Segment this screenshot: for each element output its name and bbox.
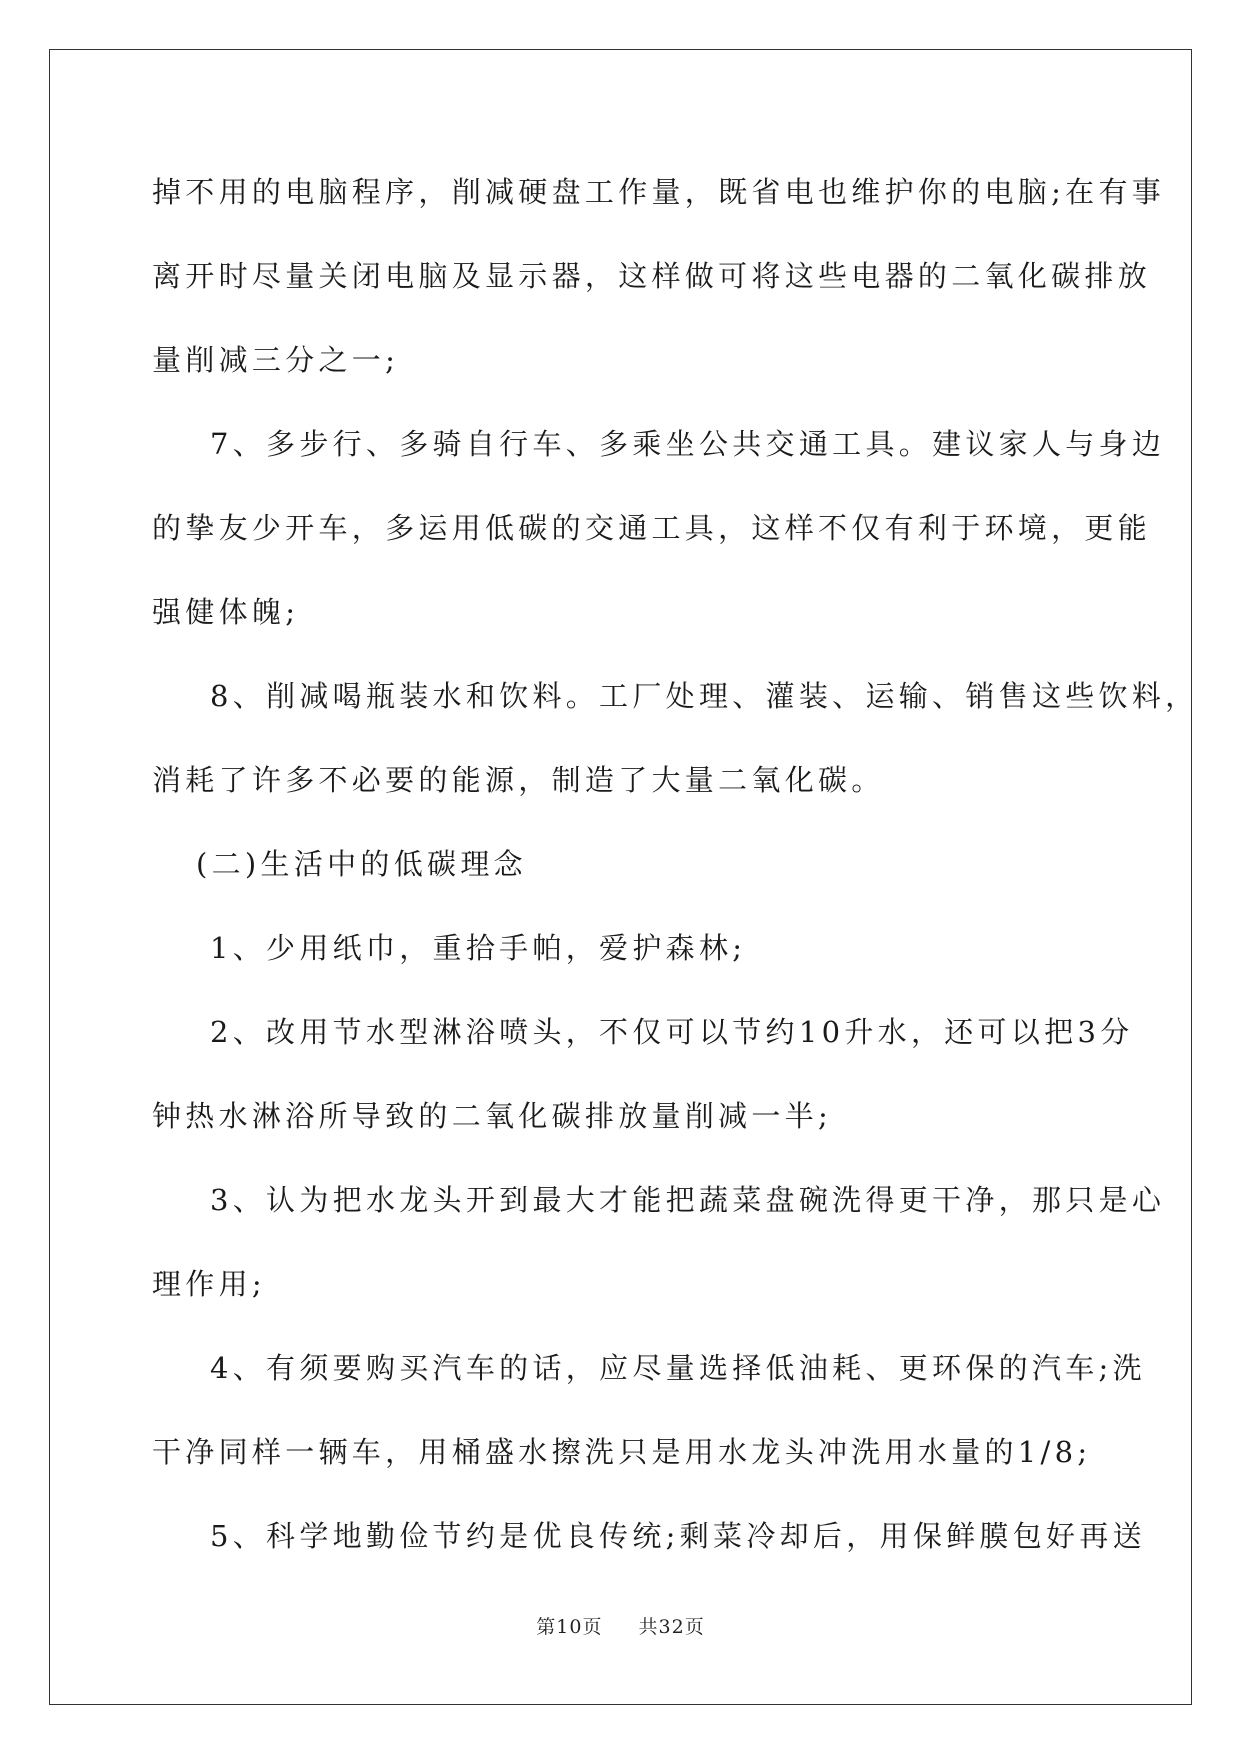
body-line: 强健体魄; — [152, 595, 300, 629]
body-line: 掉不用的电脑程序，削减硬盘工作量，既省电也维护你的电脑;在有事 — [152, 175, 1166, 209]
body-line: 量削减三分之一; — [152, 343, 400, 377]
body-line: 离开时尽量关闭电脑及显示器，这样做可将这些电器的二氧化碳排放 — [152, 259, 1152, 293]
page-total: 共32页 — [638, 1616, 705, 1638]
paragraph-start: 5、科学地勤俭节约是优良传统;剩菜冷却后，用保鲜膜包好再送 — [210, 1519, 1146, 1553]
body-line: 的挚友少开车，多运用低碳的交通工具，这样不仅有利于环境，更能 — [152, 511, 1152, 545]
section-heading: (二)生活中的低碳理念 — [196, 847, 527, 881]
page-number: 第10页 — [536, 1616, 603, 1638]
paragraph-start: 3、认为把水龙头开到最大才能把蔬菜盘碗洗得更干净，那只是心 — [210, 1183, 1166, 1217]
document-body — [152, 150, 1199, 1578]
paragraph-start: 8、削减喝瓶装水和饮料。工厂处理、灌装、运输、销售这些饮料， — [210, 679, 1199, 713]
body-line: 消耗了许多不必要的能源，制造了大量二氧化碳。 — [152, 763, 885, 797]
paragraph-start: 7、多步行、多骑自行车、多乘坐公共交通工具。建议家人与身边 — [210, 427, 1166, 461]
paragraph-start: 4、有须要购买汽车的话，应尽量选择低油耗、更环保的汽车;洗 — [210, 1351, 1146, 1385]
paragraph-start: 2、改用节水型淋浴喷头，不仅可以节约10升水，还可以把3分 — [210, 1015, 1134, 1049]
body-line: 干净同样一辆车，用桶盛水擦洗只是用水龙头冲洗用水量的1/8; — [152, 1435, 1092, 1469]
page-footer — [0, 1612, 1241, 1639]
body-line: 钟热水淋浴所导致的二氧化碳排放量削减一半; — [152, 1099, 833, 1133]
body-line: 理作用; — [152, 1267, 266, 1301]
paragraph-start: 1、少用纸巾，重拾手帕，爱护森林; — [210, 931, 747, 965]
